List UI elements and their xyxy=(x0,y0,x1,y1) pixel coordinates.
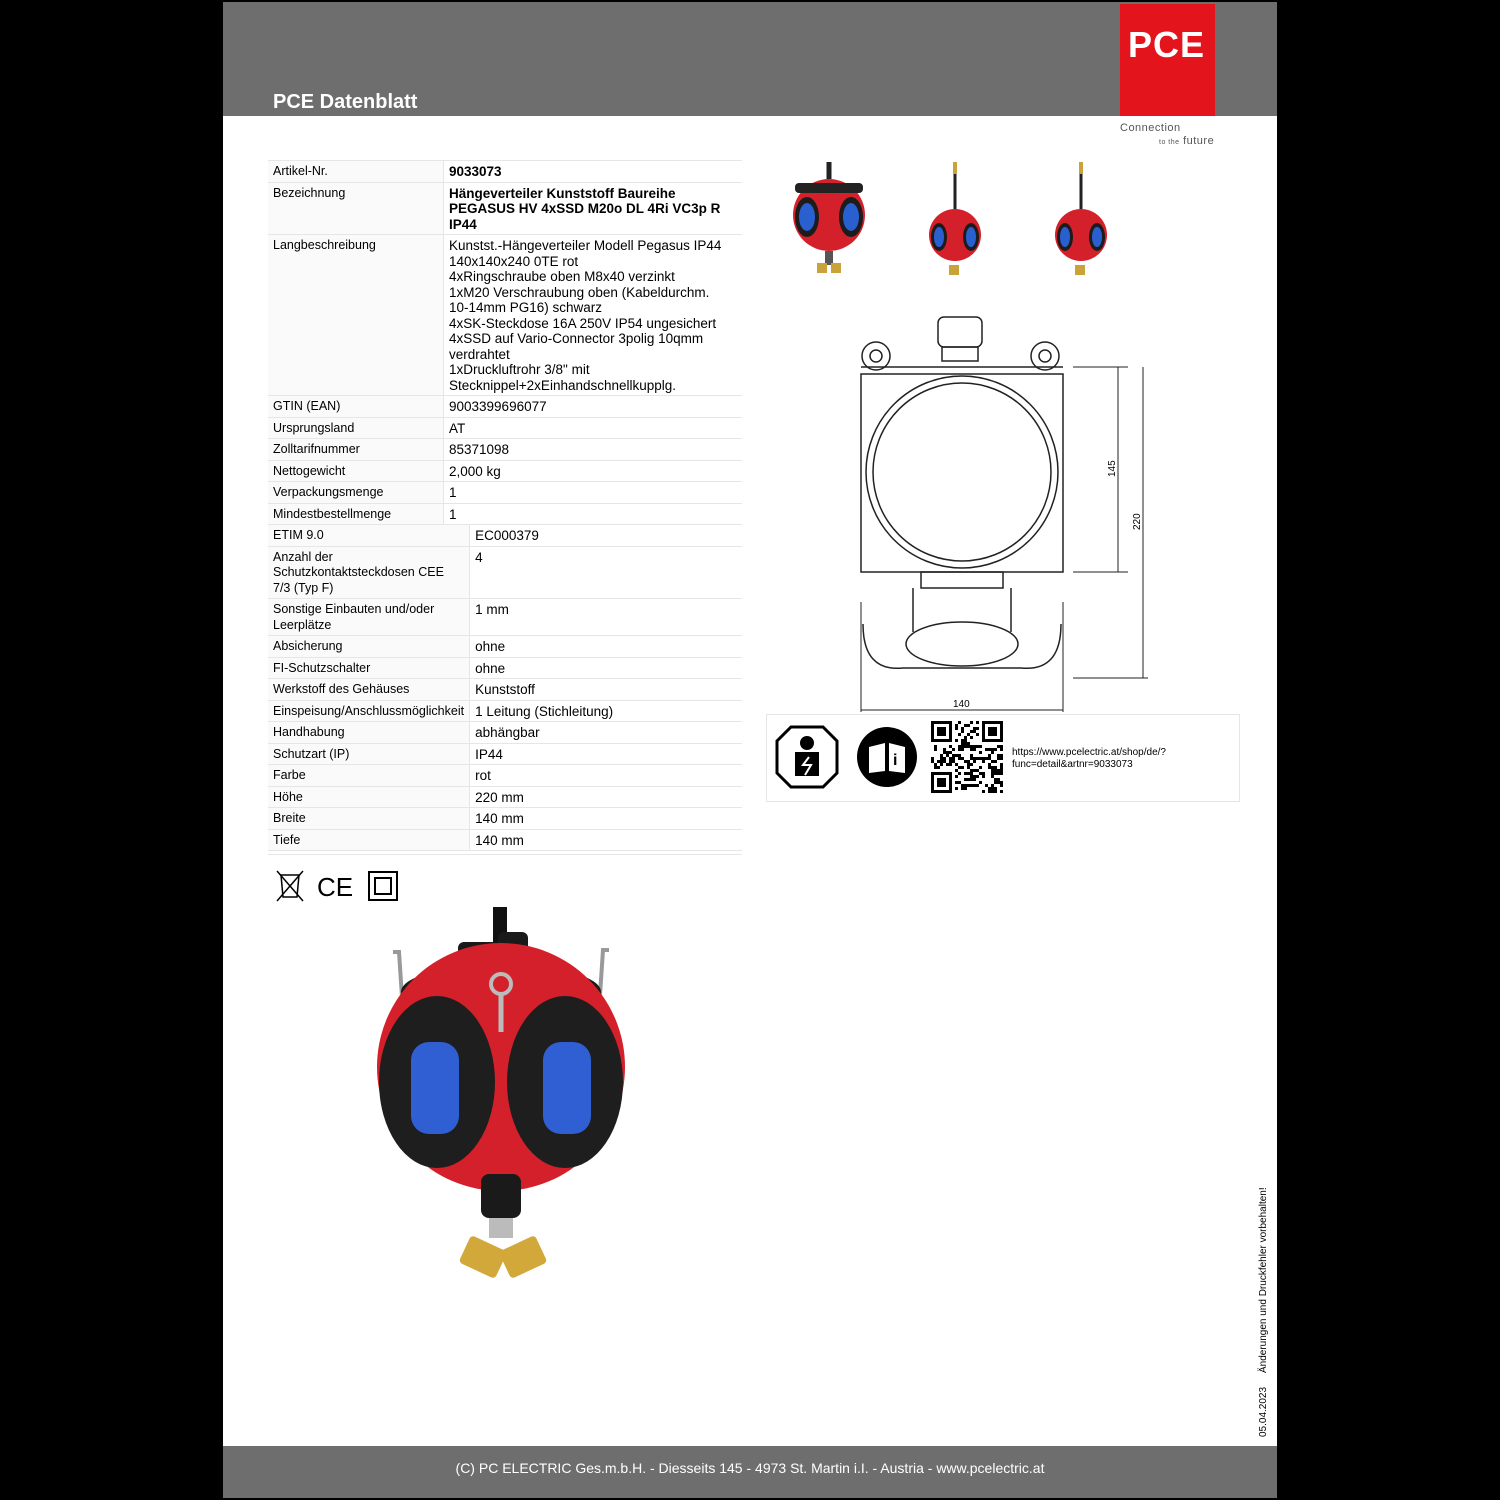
spec-key: Verpackungsmenge xyxy=(268,482,444,504)
product-url[interactable]: https://www.pcelectric.at/shop/de/?func=detail&artnr=9033073 xyxy=(1012,747,1166,770)
thumbnail-1 xyxy=(793,162,865,273)
spec-row xyxy=(268,700,742,722)
spec-value: 140 mm xyxy=(470,829,742,851)
datasheet-page xyxy=(220,2,1280,1498)
spec-value: 4 xyxy=(470,546,742,599)
spec-row xyxy=(268,482,742,504)
spec-value: IP44 xyxy=(470,743,742,765)
spec-key: GTIN (EAN) xyxy=(268,396,444,418)
certification-symbols xyxy=(273,867,403,903)
divider xyxy=(268,854,742,855)
spec-row xyxy=(268,599,742,636)
spec-key: Schutzart (IP) xyxy=(268,743,470,765)
spec-value: 1 mm xyxy=(470,599,742,636)
spec-row xyxy=(268,657,742,679)
page-title: PCE Datenblatt xyxy=(273,91,418,113)
spec-key: FI-Schutzschalter xyxy=(268,657,470,679)
spec-key: Höhe xyxy=(268,786,470,808)
spec-key: Artikel-Nr. xyxy=(268,161,444,183)
svg-text:i: i xyxy=(893,752,898,769)
technical-drawing xyxy=(843,312,1163,717)
spec-key: Sonstige Einbauten und/oder Leerplätze xyxy=(268,599,470,636)
spec-key: Einspeisung/Anschlussmöglichkeit xyxy=(268,700,470,722)
thumbnail-2 xyxy=(929,162,981,275)
dim-inner-label: 145 xyxy=(1107,460,1118,477)
tagline-connection: Connection xyxy=(1120,122,1181,134)
spec-row xyxy=(268,460,742,482)
spec-key: Breite xyxy=(268,808,470,830)
spec-row xyxy=(268,765,742,787)
spec-key: Ursprungsland xyxy=(268,417,444,439)
spec-value: EC000379 xyxy=(470,525,742,547)
spec-value: 1 xyxy=(444,482,743,504)
spec-value: 85371098 xyxy=(444,439,743,461)
spec-row xyxy=(268,161,742,183)
spec-value: Kunstst.-Hängeverteiler Modell Pegasus IP44 140x140x240 0TE rot 4xRingschraube oben M8x40 verzinkt 1xM20 Verschraubung oben (Kabeldurchm. 10-14mm PG16) schwarz 4xSK-Steckdose 16A 250V IP54 ungesichert 4xSSD auf Vario-Connector 3polig 10qmm verdrahtet 1xDruckluftrohr 3/8" mit Stecknippel+2xEinhandschnellkupplg. xyxy=(444,235,743,396)
weee-icon xyxy=(277,871,303,901)
spec-row xyxy=(268,503,742,525)
spec-key: Bezeichnung xyxy=(268,182,444,235)
spec-row xyxy=(268,679,742,701)
spec-value: 1 xyxy=(444,503,743,525)
spec-row xyxy=(268,396,742,418)
spec-value: ohne xyxy=(470,636,742,658)
spec-key: Mindestbestellmenge xyxy=(268,503,444,525)
spec-key: Werkstoff des Gehäuses xyxy=(268,679,470,701)
spec-value: Hängeverteiler Kunststoff Baureihe PEGASUS HV 4xSSD M20o DL 4Ri VC3p R IP44 xyxy=(444,182,743,235)
spec-row xyxy=(268,439,742,461)
spec-value: rot xyxy=(470,765,742,787)
spec-row xyxy=(268,235,742,396)
spec-value: 140 mm xyxy=(470,808,742,830)
spec-row xyxy=(268,417,742,439)
spec-key: Absicherung xyxy=(268,636,470,658)
header-bar xyxy=(223,2,1277,116)
spec-row xyxy=(268,722,742,744)
spec-key: Farbe xyxy=(268,765,470,787)
double-insulation-icon xyxy=(369,872,397,900)
dim-height-label: 220 xyxy=(1132,513,1143,530)
info-panel xyxy=(766,714,1240,802)
product-thumbnails xyxy=(783,157,1123,292)
spec-row xyxy=(268,546,742,599)
manual-info-icon xyxy=(855,725,919,789)
ce-mark-icon: CE xyxy=(317,872,354,902)
pce-logo xyxy=(1120,4,1215,116)
spec-value: 9033073 xyxy=(444,161,743,183)
footer-text: (C) PC ELECTRIC Ges.m.b.H. - Diesseits 145 - 4973 St. Martin i.I. - Austria - www.pcelectric.at xyxy=(455,1460,1045,1476)
spec-value: 9003399696077 xyxy=(444,396,743,418)
spec-key: ETIM 9.0 xyxy=(268,525,470,547)
spec-value: 220 mm xyxy=(470,786,742,808)
spec-row xyxy=(268,829,742,851)
spec-row xyxy=(268,808,742,830)
thumbnail-3 xyxy=(1055,162,1107,275)
spec-key: Tiefe xyxy=(268,829,470,851)
spec-value: 1 Leitung (Stichleitung) xyxy=(470,700,742,722)
electrician-icon xyxy=(775,725,839,789)
side-note: 05.04.2023 Änderungen und Druckfehler vorbehalten! xyxy=(1258,1187,1269,1437)
spec-key: Handhabung xyxy=(268,722,470,744)
spec-key: Langbeschreibung xyxy=(268,235,444,396)
footer-bar xyxy=(223,1446,1277,1498)
qr-code-icon[interactable] xyxy=(931,721,1003,793)
spec-value: Kunststoff xyxy=(470,679,742,701)
spec-value: 2,000 kg xyxy=(444,460,743,482)
product-image xyxy=(373,902,633,1302)
spec-row xyxy=(268,182,742,235)
spec-value: AT xyxy=(444,417,743,439)
spec-row xyxy=(268,525,742,547)
spec-value: ohne xyxy=(470,657,742,679)
tagline-future: to the future xyxy=(1159,135,1215,147)
spec-table-etim xyxy=(268,524,742,851)
spec-row xyxy=(268,786,742,808)
spec-key: Anzahl der Schutzkontaktsteckdosen CEE 7/3 (Typ F) xyxy=(268,546,470,599)
dim-width-label: 140 xyxy=(953,699,970,710)
spec-row xyxy=(268,636,742,658)
spec-key: Zolltarifnummer xyxy=(268,439,444,461)
spec-key: Nettogewicht xyxy=(268,460,444,482)
spec-row xyxy=(268,743,742,765)
spec-table-general xyxy=(268,160,742,525)
spec-value: abhängbar xyxy=(470,722,742,744)
logo-text: PCE xyxy=(1128,24,1206,65)
